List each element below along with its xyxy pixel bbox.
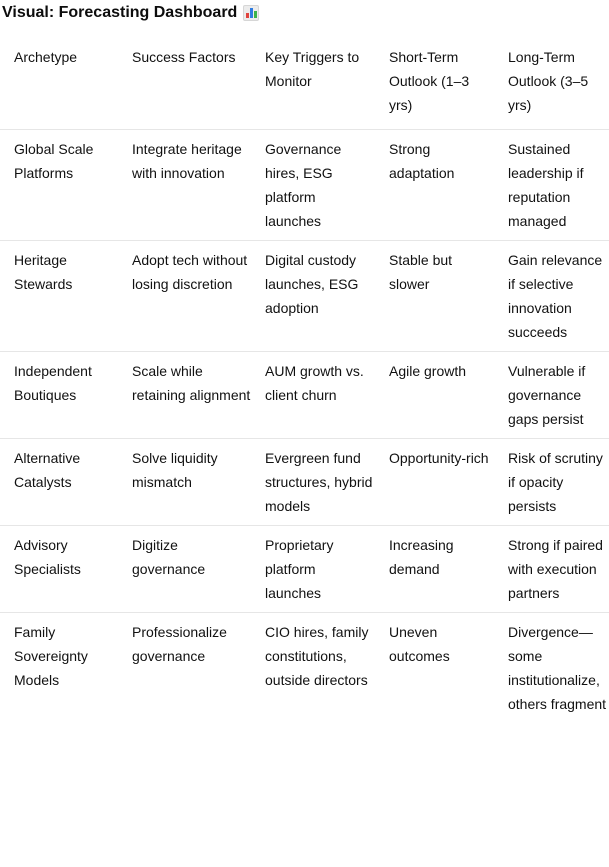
- cell-archetype: Family Sovereignty Models: [14, 624, 88, 688]
- dashboard-title: Visual: Forecasting Dashboard: [2, 4, 238, 21]
- column-header-long-term-outlook: Long-Term Outlook (3–5 yrs): [495, 38, 609, 130]
- table-row: [0, 613, 609, 724]
- cell-long-term-outlook: Strong if paired with execution partners: [495, 526, 609, 613]
- cell-archetype: Global Scale Platforms: [0, 130, 118, 241]
- cell-archetype: Alternative Catalysts: [0, 439, 118, 526]
- column-header-archetype: Archetype: [0, 38, 118, 130]
- table-row: [0, 241, 609, 352]
- cell-key-triggers: Proprietary platform launches: [251, 526, 375, 613]
- cell-long-term-outlook: Sustained leadership if reputation managed: [495, 130, 609, 241]
- table-row: [0, 439, 609, 526]
- cell-long-term-outlook: Risk of scrutiny if opacity persists: [495, 439, 609, 526]
- cell-long-term-outlook: Gain relevance if selective innovation succeeds: [495, 241, 609, 352]
- cell-key-triggers: Evergreen fund structures, hybrid models: [251, 439, 375, 526]
- cell-success-factors: Adopt tech without losing discretion: [118, 241, 251, 352]
- bar-chart-icon: [243, 5, 259, 21]
- cell-short-term-outlook: Uneven outcomes: [389, 624, 450, 664]
- cell-success-factors: Solve liquidity mismatch: [118, 439, 251, 526]
- forecasting-table: [0, 38, 609, 723]
- table-header-row: [0, 38, 609, 130]
- column-header-key-triggers: Key Triggers to Monitor: [251, 38, 375, 130]
- cell-success-factors: Integrate heritage with innovation: [118, 130, 251, 241]
- table-row: [0, 526, 609, 613]
- cell-archetype: Advisory Specialists: [0, 526, 118, 613]
- dashboard-heading: [2, 0, 259, 26]
- cell-short-term-outlook: Opportunity-rich: [375, 439, 495, 526]
- cell-archetype: Heritage Stewards: [0, 241, 118, 352]
- cell-long-term-outlook: Divergence—some institutionalize, others fragment: [508, 624, 607, 712]
- cell-archetype: Independent Boutiques: [0, 352, 118, 439]
- column-header-success-factors: Success Factors: [118, 38, 251, 130]
- column-header-short-term-outlook: Short-Term Outlook (1–3 yrs): [375, 38, 495, 130]
- cell-success-factors: Digitize governance: [118, 526, 251, 613]
- cell-short-term-outlook: Strong adaptation: [375, 130, 495, 241]
- cell-short-term-outlook: Agile growth: [375, 352, 495, 439]
- cell-key-triggers: Digital custody launches, ESG adoption: [251, 241, 375, 352]
- table-row: [0, 352, 609, 439]
- cell-success-factors: Professionalize governance: [132, 624, 227, 664]
- cell-key-triggers: Governance hires, ESG platform launches: [251, 130, 375, 241]
- cell-short-term-outlook: Stable but slower: [375, 241, 495, 352]
- cell-long-term-outlook: Vulnerable if governance gaps persist: [495, 352, 609, 439]
- cell-key-triggers: AUM growth vs. client churn: [251, 352, 375, 439]
- cell-short-term-outlook: Increasing demand: [375, 526, 495, 613]
- table-row: [0, 130, 609, 241]
- cell-key-triggers: CIO hires, family constitutions, outside directors: [265, 624, 369, 688]
- cell-success-factors: Scale while retaining alignment: [118, 352, 251, 439]
